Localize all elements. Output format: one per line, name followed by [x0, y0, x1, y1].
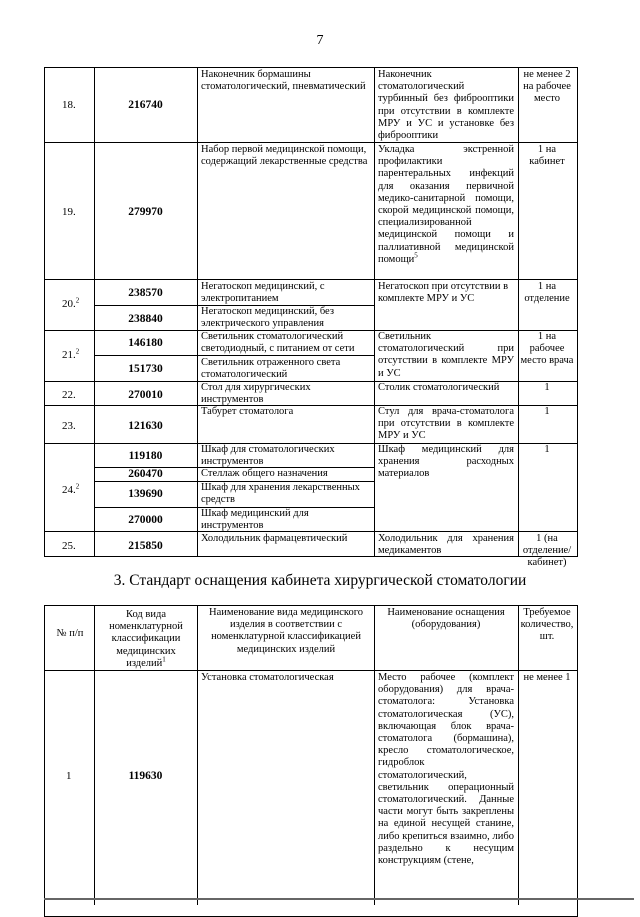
header-quantity: Требуемое количество, шт. — [520, 607, 574, 643]
device-type-name: Стол для хирургических инструментов — [201, 382, 311, 406]
row-number: 21.$^2$ — [62, 347, 80, 361]
equipment-name: Шкаф медицинский для хранения расходных материалов — [378, 444, 514, 480]
page-bottom-edge — [44, 898, 634, 900]
device-type-name: Негатоскоп медицинский, без электрического управления — [201, 306, 334, 330]
nomenclature-code: 279970 — [128, 206, 163, 218]
nomenclature-code: 216740 — [128, 99, 163, 111]
row-number: 22. — [62, 389, 76, 401]
row-number: 24.$^2$ — [62, 482, 80, 496]
nomenclature-code: 238570 — [128, 287, 163, 299]
equipment-name: Стул для врача-стоматолога при отсутствии в комплекте МРУ и УС — [378, 406, 514, 442]
required-quantity: 1 на кабинет — [529, 144, 565, 168]
nomenclature-code: 119630 — [128, 770, 163, 782]
header-code: Код вида номенклатурной классификации медицинских изделий$^1$ — [109, 609, 183, 669]
device-type-name: Шкаф для хранения лекарственных средств — [201, 482, 360, 506]
equipment-name: Укладка экстренной профилактики парентеральных инфекций для оказания первичной медико-санитарной помощи, скорой медицинской помощи, специализированной медицинской помощи и паллиативной медицинской помощи$^5$ — [378, 144, 514, 265]
device-type-name: Светильник стоматологический светодиодный, с питанием от сети — [201, 331, 355, 355]
required-quantity: 1 — [544, 444, 550, 455]
equipment-name: Место рабочее (комплект оборудования) для врача-стоматолога: Установка стоматологическая (УС), включающая блок врача-стоматолога (бормашина), кресло стоматологическое, гидроблок стоматологический, светильник операционный стоматологический. Данные части могут быть закреплены на единой несущей станине, либо крепиться взаимно, либо раздельно к несущим конструкциям (стене, — [378, 672, 514, 867]
nomenclature-code: 121630 — [128, 420, 163, 432]
header-equipment: Наименование оснащения (оборудования) — [387, 607, 505, 631]
header-number: № п/п — [56, 628, 84, 639]
device-type-name: Набор первой медицинской помощи, содержащий лекарственные средства — [201, 144, 368, 168]
required-quantity: 1 на отделение — [524, 281, 570, 305]
equipment-name: Холодильник для хранения медикаментов — [378, 533, 514, 557]
section-title: 3. Стандарт оснащения кабинета хирургической стоматологии — [113, 572, 527, 589]
row-number: 23. — [62, 420, 76, 432]
nomenclature-code: 139690 — [128, 488, 163, 500]
row-number: 25. — [62, 540, 76, 552]
equipment-name: Столик стоматологический — [378, 382, 500, 393]
nomenclature-code: 260470 — [128, 468, 163, 480]
nomenclature-code: 151730 — [128, 363, 163, 375]
equipment-name: Негатоскоп при отсутствии в комплекте МРУ и УС — [378, 281, 509, 305]
required-quantity: 1 (на отделение/ кабинет) — [522, 533, 572, 569]
device-type-name: Стеллаж общего назначения — [201, 468, 328, 479]
required-quantity: не менее 2 на рабочее место — [523, 69, 571, 105]
equipment-name: Наконечник стоматологический турбинный без фиброоптики при отсутствии в комплекте МРУ и УС и установке без фиброоптики — [378, 69, 514, 142]
row-number: 18. — [62, 99, 76, 111]
device-type-name: Светильник отраженного света стоматологический — [201, 357, 341, 381]
page-number: 7 — [316, 33, 324, 48]
nomenclature-code: 119180 — [128, 450, 163, 462]
row-number: 19. — [62, 206, 76, 218]
device-type-name: Табурет стоматолога — [201, 406, 294, 417]
nomenclature-code: 270000 — [128, 514, 163, 526]
device-type-name: Негатоскоп медицинский, с электропитанием — [201, 281, 325, 305]
nomenclature-code: 270010 — [128, 389, 163, 401]
header-device-type: Наименование вида медицинского изделия в соответствии с номенклатурной классификацией медицинских изделий — [208, 607, 363, 655]
device-type-name: Установка стоматологическая — [201, 672, 334, 683]
device-type-name: Наконечник бормашины стоматологический, пневматический — [201, 69, 366, 93]
required-quantity: 1 на рабочее место врача — [520, 331, 574, 367]
row-number: 1 — [66, 770, 72, 782]
device-type-name: Шкаф для стоматологических инструментов — [201, 444, 335, 468]
row-number: 20.$^2$ — [62, 296, 80, 310]
required-quantity: 1 — [544, 406, 550, 417]
required-quantity: 1 — [544, 382, 550, 393]
device-type-name: Шкаф медицинский для инструментов — [201, 508, 309, 532]
equipment-name: Светильник стоматологический при отсутствии в комплекте МРУ и УС — [378, 331, 514, 379]
nomenclature-code: 146180 — [128, 337, 163, 349]
device-type-name: Холодильник фармацевтический — [201, 533, 348, 544]
required-quantity: не менее 1 — [523, 672, 571, 683]
nomenclature-code: 238840 — [128, 313, 163, 325]
nomenclature-code: 215850 — [128, 540, 163, 552]
